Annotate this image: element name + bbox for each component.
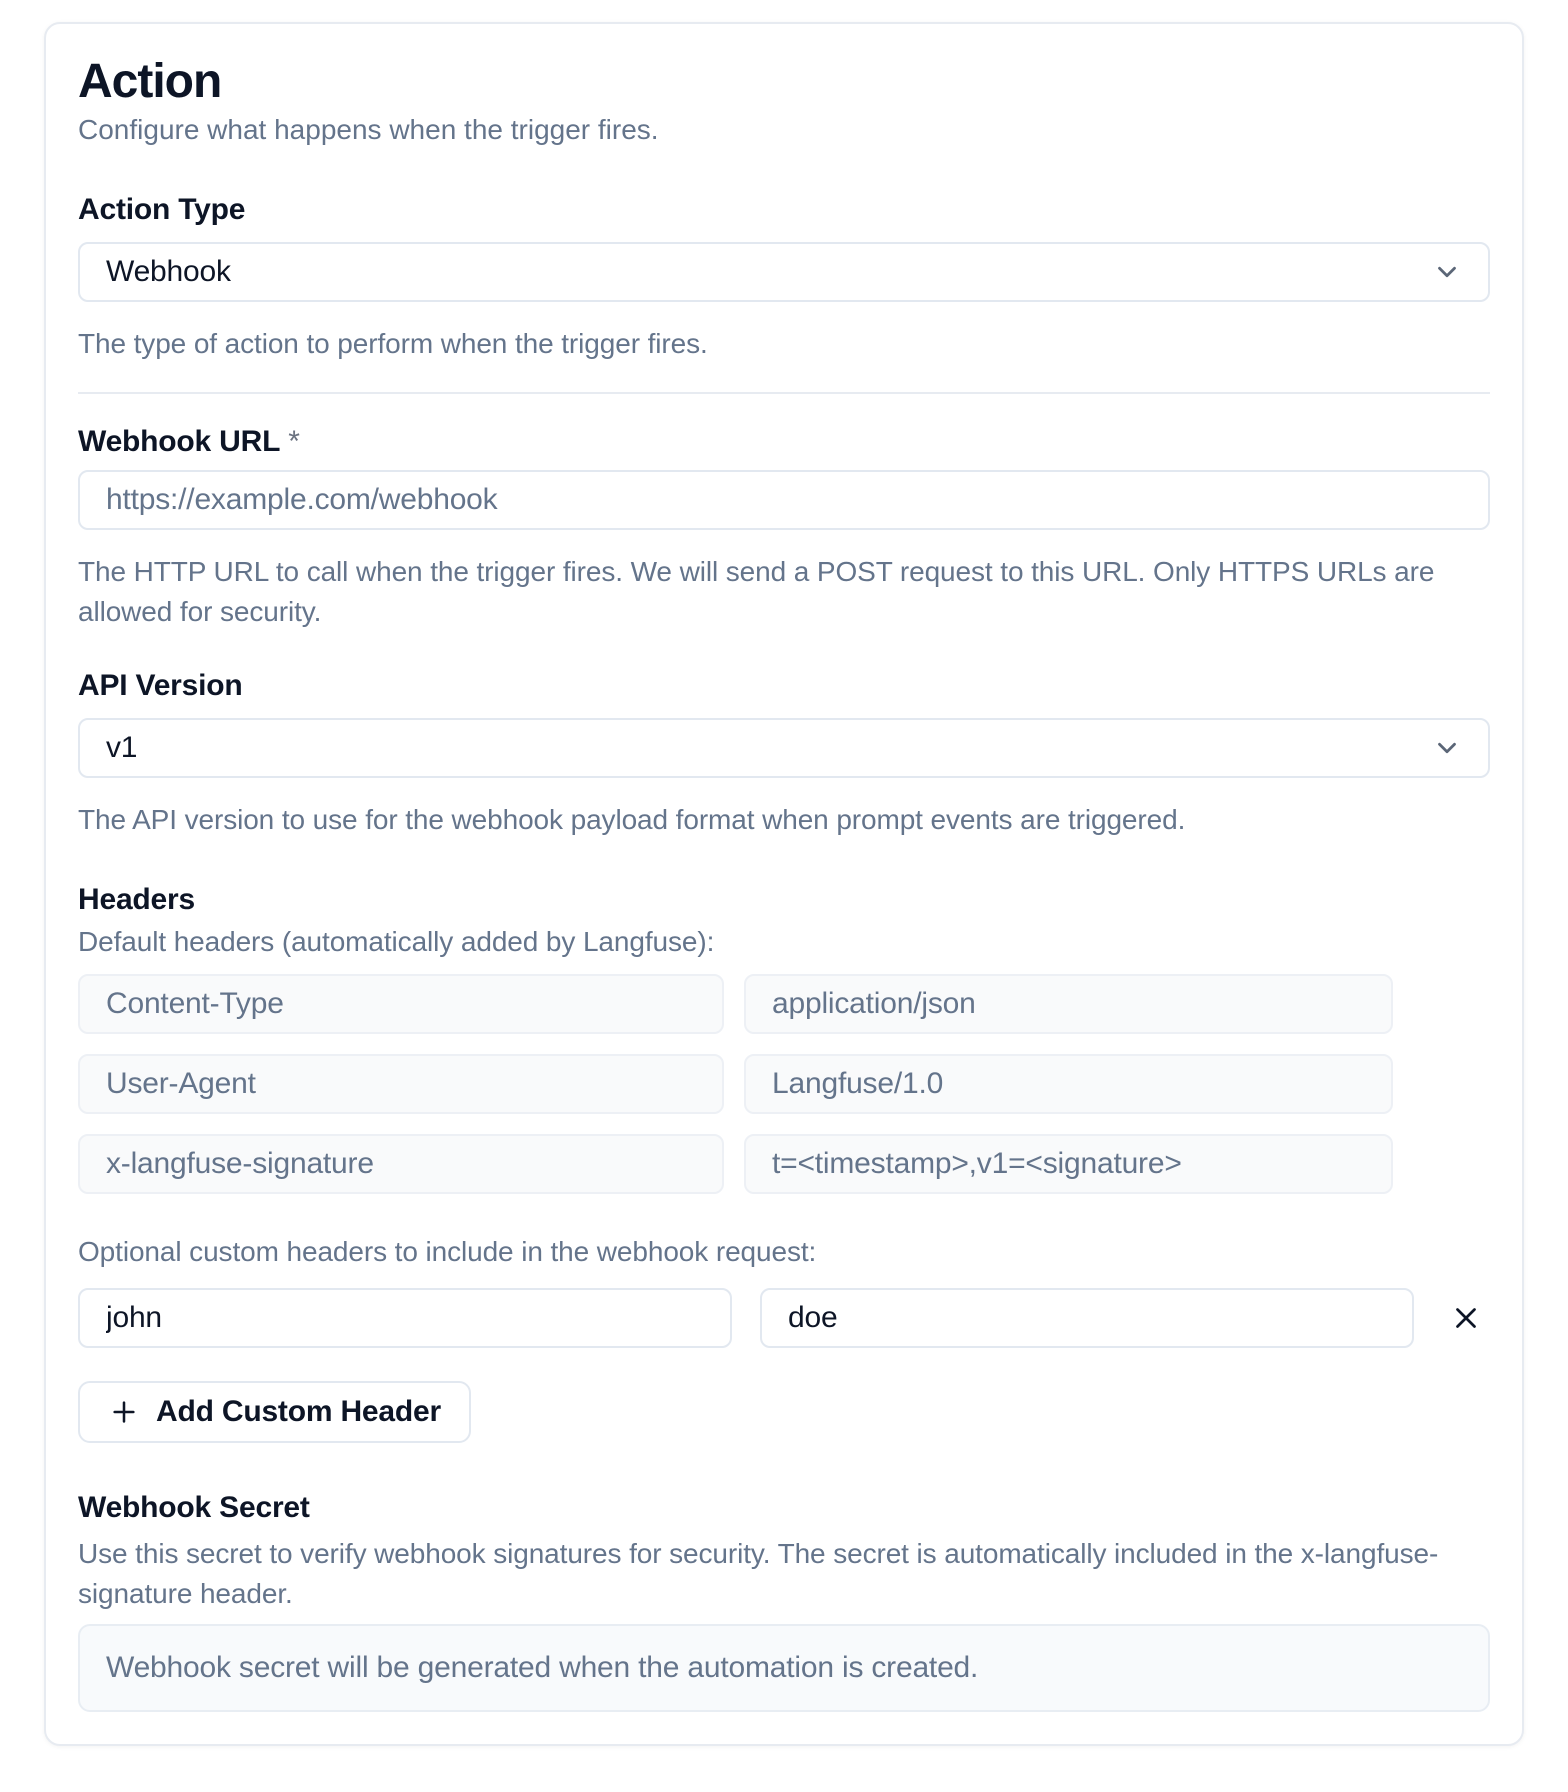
webhook-secret-placeholder-text: Webhook secret will be generated when the automation is created. xyxy=(106,1651,979,1684)
webhook-secret-placeholder-box xyxy=(78,1624,1490,1712)
custom-header-row xyxy=(78,1288,1490,1348)
default-header-value-input xyxy=(744,1134,1393,1194)
page-title: Action xyxy=(78,55,222,108)
action-type-help: The type of action to perform when the trigger fires. xyxy=(78,328,708,359)
action-type-select[interactable] xyxy=(78,242,1490,302)
webhook-secret-description: Use this secret to verify webhook signatures for security. The secret is automatically included in the x-langfuse-signature header. xyxy=(78,1538,1439,1609)
close-icon xyxy=(1449,1301,1483,1335)
chevron-down-icon xyxy=(1432,733,1462,763)
default-header-row xyxy=(78,1134,1393,1194)
headers-label: Headers xyxy=(78,883,196,916)
remove-custom-header-button[interactable] xyxy=(1442,1294,1490,1342)
action-card xyxy=(44,22,1524,1746)
action-type-selected-value: Webhook xyxy=(106,255,231,288)
section-divider xyxy=(78,392,1490,394)
chevron-down-icon xyxy=(1432,257,1462,287)
add-custom-header-button[interactable] xyxy=(78,1381,471,1443)
default-header-row xyxy=(78,974,1393,1034)
custom-header-key-input[interactable] xyxy=(78,1288,732,1348)
api-version-help: The API version to use for the webhook payload format when prompt events are triggered. xyxy=(78,804,1186,835)
webhook-url-label xyxy=(78,426,1490,458)
page-subtitle: Configure what happens when the trigger fires. xyxy=(78,114,659,145)
required-asterisk: * xyxy=(288,425,300,458)
default-header-key-input xyxy=(78,974,724,1034)
custom-header-value-input[interactable] xyxy=(760,1288,1414,1348)
default-header-key-input xyxy=(78,1054,724,1114)
webhook-url-help: The HTTP URL to call when the trigger fires. We will send a POST request to this URL. Only HTTPS URLs are allowed for security. xyxy=(78,556,1435,627)
webhook-url-label-text: Webhook URL xyxy=(78,425,281,458)
plus-icon xyxy=(108,1396,140,1428)
default-headers-list xyxy=(78,974,1393,1194)
custom-headers-intro: Optional custom headers to include in the webhook request: xyxy=(78,1236,817,1267)
default-headers-intro: Default headers (automatically added by Langfuse): xyxy=(78,926,715,957)
default-header-value-input xyxy=(744,974,1393,1034)
webhook-secret-label: Webhook Secret xyxy=(78,1491,310,1524)
api-version-select[interactable] xyxy=(78,718,1490,778)
default-header-row xyxy=(78,1054,1393,1114)
api-version-label: API Version xyxy=(78,669,243,702)
add-custom-header-label: Add Custom Header xyxy=(156,1395,441,1428)
webhook-url-input[interactable] xyxy=(78,470,1490,530)
api-version-selected-value: v1 xyxy=(106,731,138,764)
default-header-key-input xyxy=(78,1134,724,1194)
action-type-label: Action Type xyxy=(78,193,246,226)
default-header-value-input xyxy=(744,1054,1393,1114)
